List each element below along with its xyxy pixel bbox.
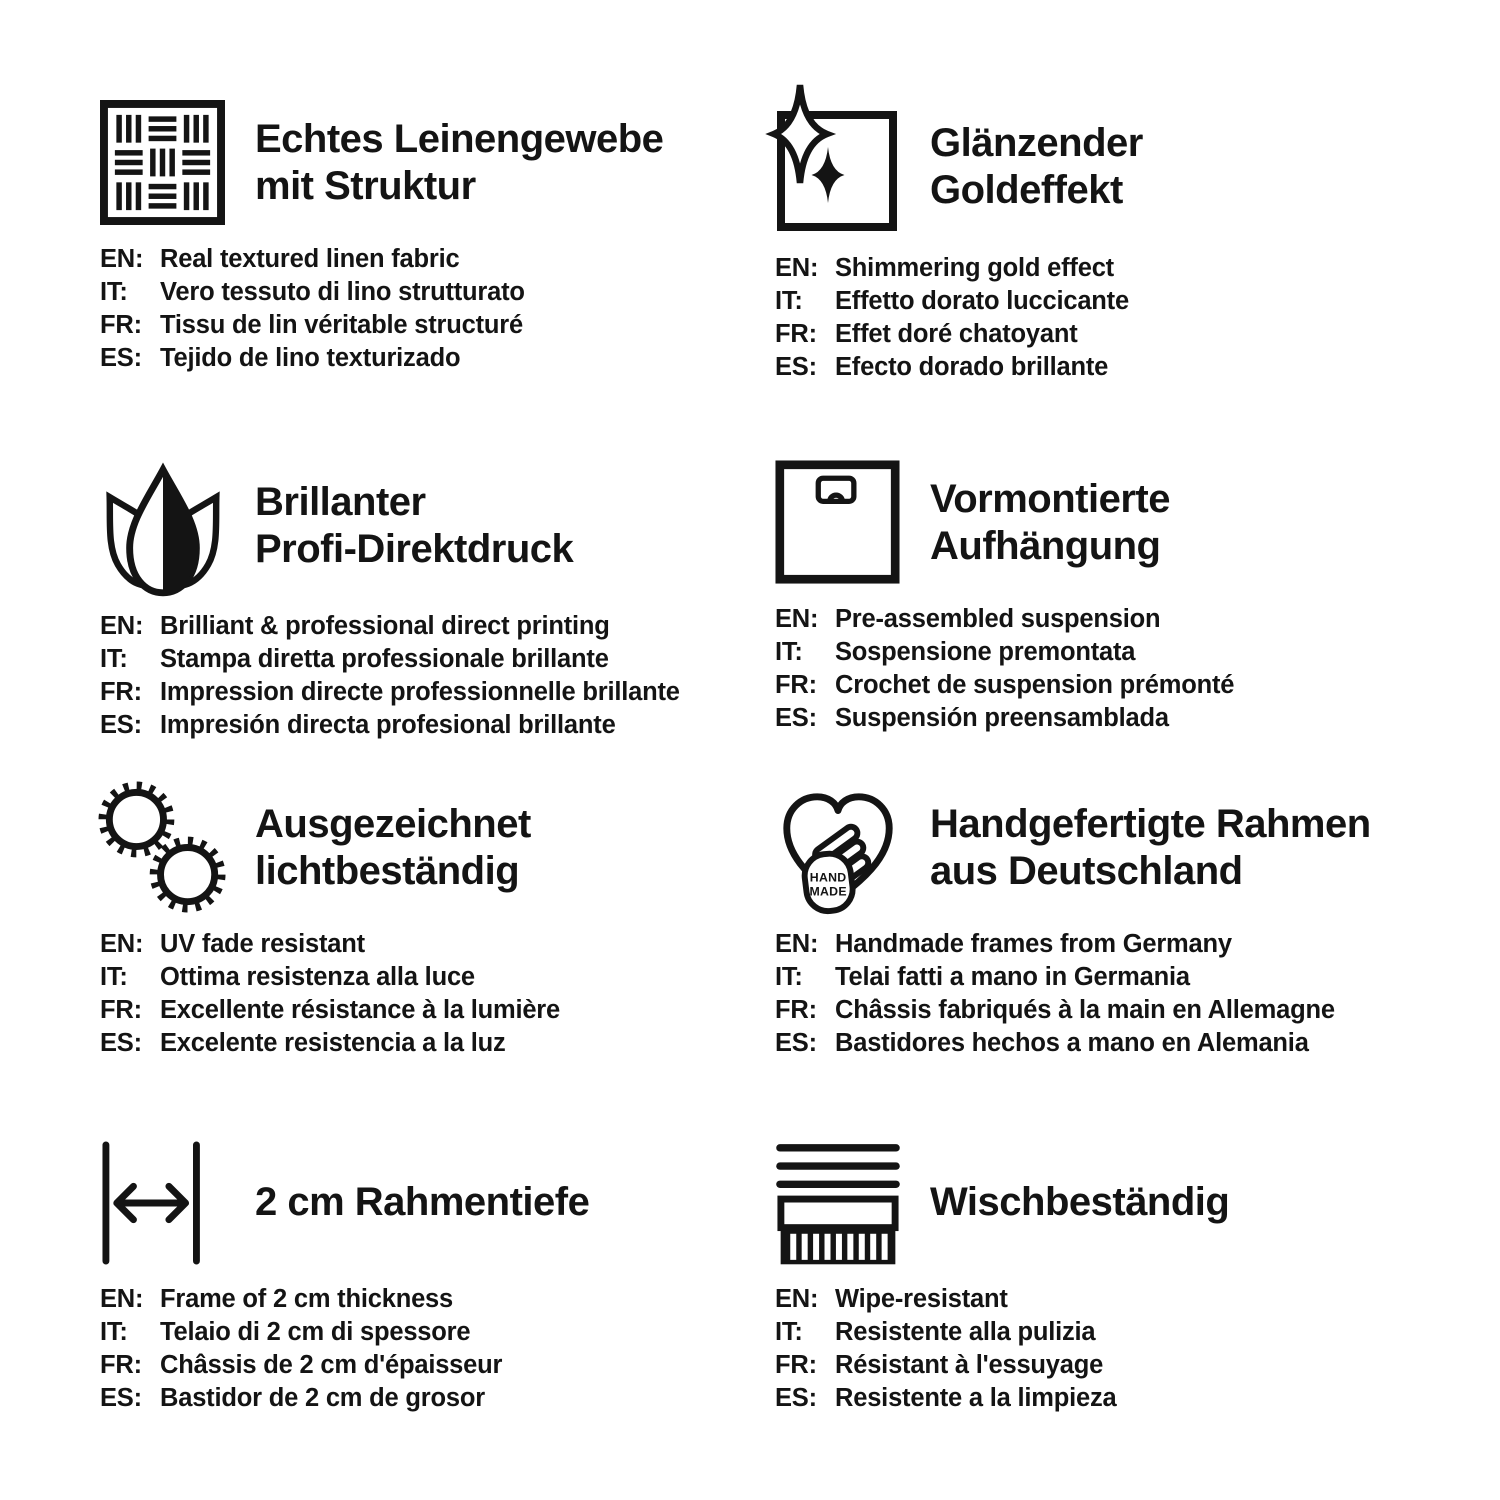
translation-text: Real textured linen fabric (160, 245, 460, 273)
language-label: FR: (775, 320, 817, 348)
feature-section-gold-effect (775, 95, 1450, 455)
translation-text: Telai fatti a mano in Germania (835, 963, 1190, 991)
title-line: Goldeffekt (930, 168, 1123, 212)
section-title (930, 476, 1170, 570)
frame-depth-icon (100, 1135, 225, 1270)
translation-row (100, 994, 775, 1027)
translation-text: Sospensione premontata (835, 638, 1136, 666)
translation-text: Stampa diretta professionale brillante (160, 645, 609, 673)
translation-text: Excellente résistance à la lumière (160, 996, 561, 1024)
translation-row (100, 928, 775, 961)
section-title (930, 120, 1143, 214)
translation-row (100, 643, 775, 676)
translation-row (775, 1027, 1450, 1060)
translation-row (775, 1349, 1450, 1382)
feature-section-handmade (775, 780, 1450, 1135)
translation-row (775, 961, 1450, 994)
language-label: ES: (100, 1384, 142, 1412)
translation-row (100, 1382, 775, 1415)
translation-row (100, 676, 775, 709)
title-line: Glänzender (930, 121, 1143, 165)
title-line: Echtes Leinengewebe (255, 116, 664, 161)
handmade-heart-icon (775, 780, 900, 915)
language-label: FR: (100, 311, 142, 339)
translation-text: Resistente a la limpieza (835, 1384, 1117, 1412)
feature-section-linen (100, 95, 775, 455)
feature-section-direct-print (100, 455, 775, 780)
translation-row (100, 1349, 775, 1382)
language-label: ES: (775, 704, 817, 732)
language-label: ES: (775, 1029, 817, 1057)
language-label: FR: (775, 1351, 817, 1379)
language-label: EN: (100, 930, 144, 958)
translation-list (100, 243, 775, 375)
translation-row (775, 285, 1450, 318)
translation-text: Bastidores hechos a mano en Alemania (835, 1029, 1309, 1057)
handmade-label-line2: MADE (808, 883, 847, 898)
language-label: EN: (100, 612, 144, 640)
translation-row (100, 1283, 775, 1316)
translation-row (100, 961, 775, 994)
gold-sparkle-icon (775, 95, 900, 239)
language-label: EN: (100, 1285, 144, 1313)
language-label: IT: (775, 638, 803, 666)
uv-suns-icon (100, 780, 225, 915)
translation-list (100, 1283, 775, 1415)
language-label: EN: (775, 930, 819, 958)
language-label: IT: (775, 287, 803, 315)
feature-section-lightfast (100, 780, 775, 1135)
translation-row (100, 1027, 775, 1060)
section-title (255, 1179, 589, 1226)
feature-section-frame-depth (100, 1135, 775, 1500)
title-line: Aufhängung (930, 523, 1161, 568)
language-label: FR: (775, 671, 817, 699)
wipe-brush-icon (775, 1135, 900, 1270)
language-label: IT: (775, 1318, 803, 1346)
translation-text: Brilliant & professional direct printing (160, 612, 610, 640)
language-label: IT: (100, 278, 128, 306)
translation-text: Impresión directa profesional brillante (160, 711, 616, 739)
translation-row (100, 243, 775, 276)
translation-list (775, 603, 1450, 735)
translation-row (775, 252, 1450, 285)
translation-text: Châssis fabriqués à la main en Allemagne (835, 996, 1335, 1024)
translation-text: Tissu de lin véritable structuré (160, 311, 524, 339)
title-line: lichtbeständig (255, 848, 520, 893)
translation-text: Effetto dorato luccicante (835, 287, 1129, 315)
title-line: mit Struktur (255, 163, 476, 208)
translation-text: Châssis de 2 cm d'épaisseur (160, 1351, 503, 1379)
language-label: FR: (100, 678, 142, 706)
translation-list (100, 610, 775, 742)
section-header (775, 1135, 1450, 1270)
translation-row (100, 309, 775, 342)
translation-row (775, 669, 1450, 702)
translation-text: Excelente resistencia a la luz (160, 1029, 506, 1057)
section-title (255, 116, 663, 210)
section-header (100, 455, 775, 597)
translation-text: Vero tessuto di lino strutturato (160, 278, 525, 306)
translation-text: Handmade frames from Germany (835, 930, 1232, 958)
translation-row (775, 318, 1450, 351)
translation-text: Efecto dorado brillante (835, 353, 1109, 381)
language-label: ES: (775, 1384, 817, 1412)
language-label: FR: (100, 996, 142, 1024)
title-line: aus Deutschland (930, 848, 1243, 893)
section-header (100, 1135, 775, 1270)
translation-text: Crochet de suspension prémonté (835, 671, 1235, 699)
language-label: IT: (775, 963, 803, 991)
translation-text: Telaio di 2 cm di spessore (160, 1318, 471, 1346)
translation-list (775, 252, 1450, 384)
translation-text: Resistente alla pulizia (835, 1318, 1096, 1346)
title-line: Handgefertigte Rahmen (930, 801, 1371, 846)
translation-text: Suspensión preensamblada (835, 704, 1169, 732)
translation-text: Ottima resistenza alla luce (160, 963, 475, 991)
language-label: IT: (100, 645, 128, 673)
translation-row (775, 351, 1450, 384)
translation-list (775, 928, 1450, 1060)
translation-row (775, 1316, 1450, 1349)
translation-row (100, 610, 775, 643)
linen-weave-icon (100, 95, 225, 230)
translation-row (775, 1382, 1450, 1415)
translation-row (775, 928, 1450, 961)
language-label: ES: (775, 353, 817, 381)
ink-drops-icon (100, 455, 225, 597)
translation-row (775, 1283, 1450, 1316)
feature-section-wipe-resistant (775, 1135, 1450, 1500)
title-line: Ausgezeichnet (255, 801, 531, 846)
title-line: Vormontierte (930, 476, 1170, 521)
translation-text: Pre-assembled suspension (835, 605, 1161, 633)
section-header (775, 780, 1450, 915)
handmade-label-line1: HAND (809, 869, 847, 884)
section-title (930, 801, 1371, 895)
translation-row (100, 342, 775, 375)
section-header (100, 95, 775, 230)
translation-text: Wipe-resistant (835, 1285, 1008, 1313)
frame-hanger-icon (775, 455, 900, 590)
title-line: Wischbeständig (930, 1180, 1230, 1224)
title-line: Brillanter (255, 480, 426, 524)
translation-row (775, 636, 1450, 669)
section-title (930, 1179, 1229, 1226)
language-label: EN: (775, 605, 819, 633)
translation-text: UV fade resistant (160, 930, 365, 958)
language-label: IT: (100, 963, 128, 991)
translation-text: Frame of 2 cm thickness (160, 1285, 454, 1313)
section-header (775, 95, 1450, 239)
language-label: FR: (100, 1351, 142, 1379)
translation-row (100, 276, 775, 309)
translation-list (100, 928, 775, 1060)
language-label: EN: (100, 245, 144, 273)
translation-text: Résistant à l'essuyage (835, 1351, 1104, 1379)
translation-row (100, 709, 775, 742)
language-label: ES: (100, 1029, 142, 1057)
language-label: EN: (775, 254, 819, 282)
translation-text: Shimmering gold effect (835, 254, 1114, 282)
translation-text: Impression directe professionnelle brillante (160, 678, 680, 706)
translation-text: Tejido de lino texturizado (160, 344, 461, 372)
translation-row (775, 702, 1450, 735)
section-title (255, 479, 573, 573)
section-header (775, 455, 1450, 590)
translation-row (100, 1316, 775, 1349)
language-label: FR: (775, 996, 817, 1024)
translation-text: Effet doré chatoyant (835, 320, 1078, 348)
translation-row (775, 603, 1450, 636)
translation-list (775, 1283, 1450, 1415)
language-label: EN: (775, 1285, 819, 1313)
title-line: 2 cm Rahmentiefe (255, 1180, 590, 1224)
translation-row (775, 994, 1450, 1027)
translation-text: Bastidor de 2 cm de grosor (160, 1384, 485, 1412)
language-label: IT: (100, 1318, 128, 1346)
section-header (100, 780, 775, 915)
feature-section-suspension (775, 455, 1450, 780)
section-title (255, 801, 531, 895)
title-line: Profi-Direktdruck (255, 527, 574, 571)
language-label: ES: (100, 711, 142, 739)
language-label: ES: (100, 344, 142, 372)
